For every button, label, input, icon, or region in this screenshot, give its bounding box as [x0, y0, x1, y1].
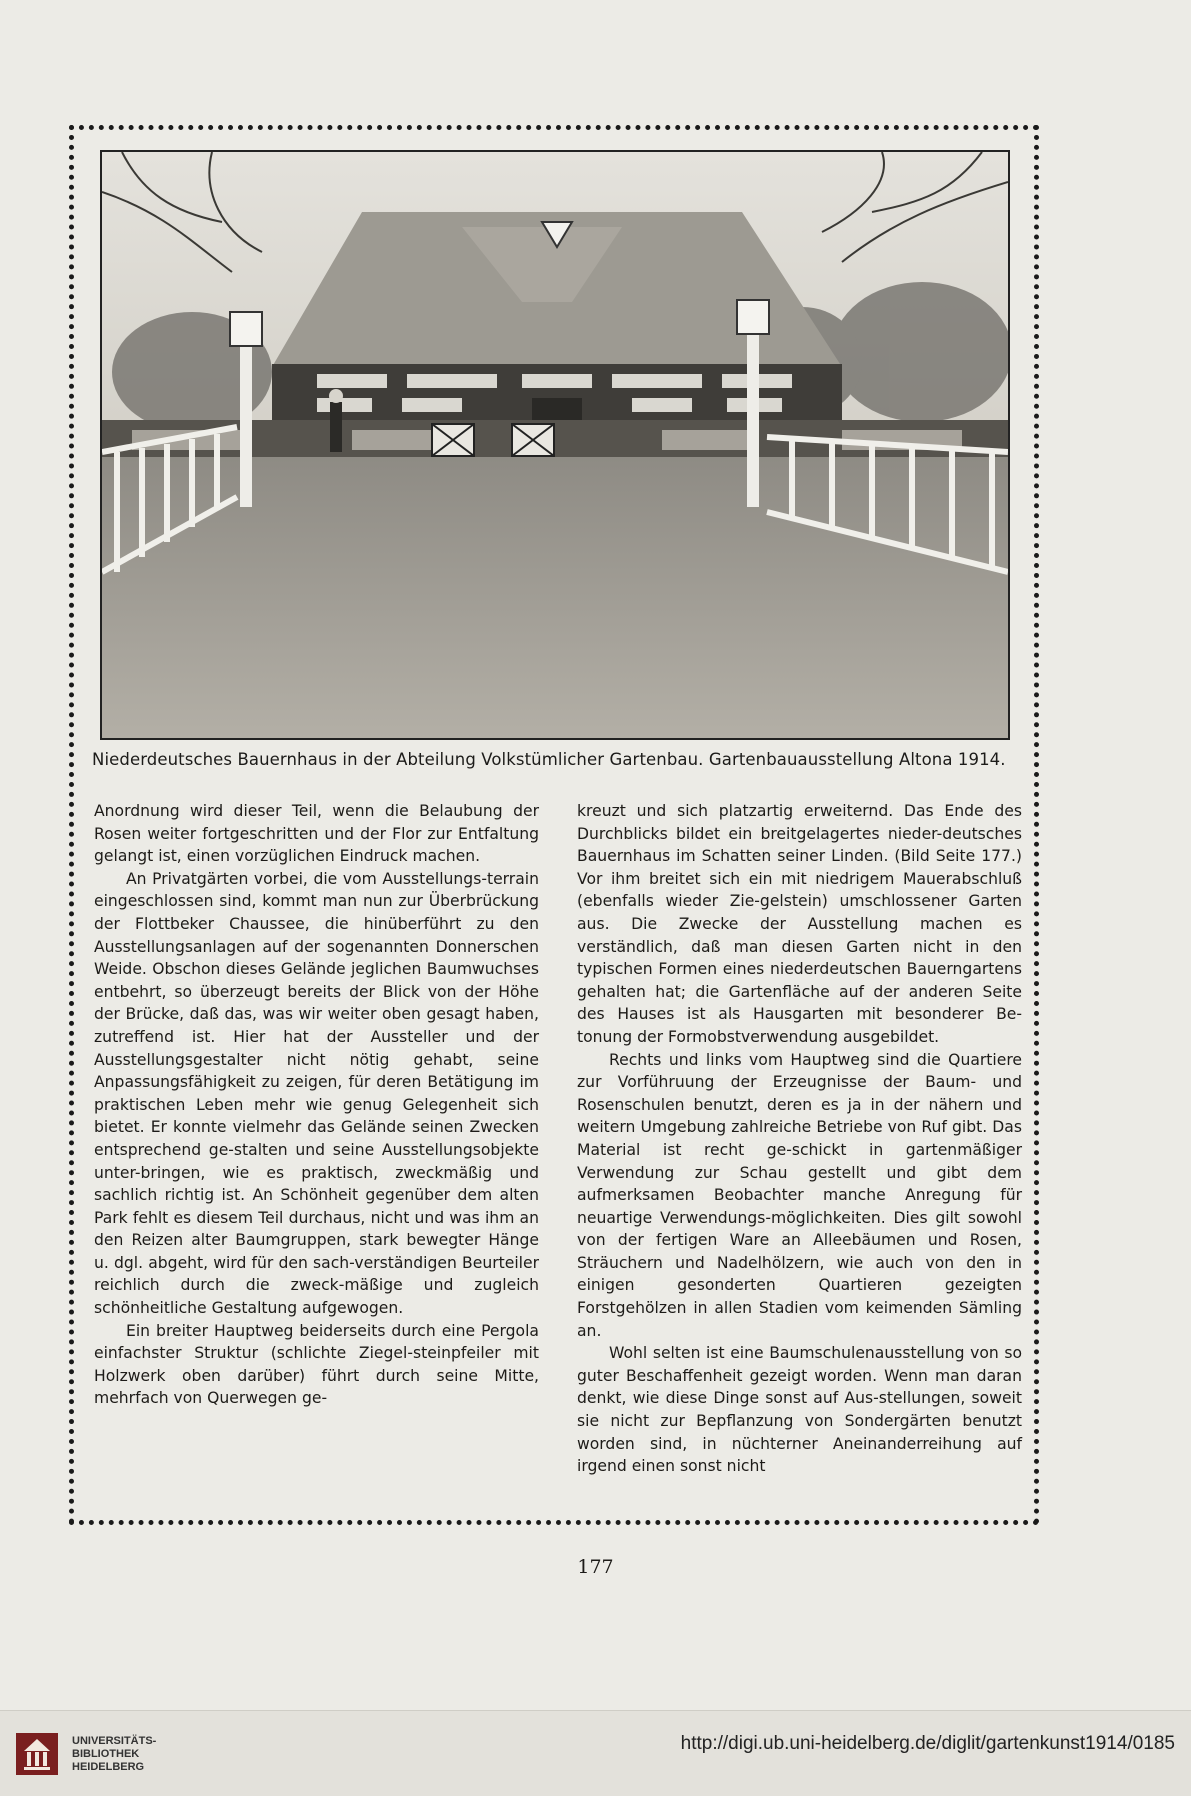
text-column-right — [577, 800, 1022, 1505]
paragraph: Ein breiter Hauptweg beiderseits durch eine Pergola einfachster Struktur (schlichte Ziegel-steinpfeiler mit Holzwerk oben darüber) führt durch seine Mitte, mehrfach von Querwegen ge- — [94, 1321, 539, 1408]
text-column-left — [94, 800, 539, 1505]
library-name-line: HEIDELBERG — [72, 1760, 145, 1773]
article-body — [94, 800, 1022, 1505]
paragraph: kreuzt und sich platzartig erweiternd. Das Ende des Durchblicks bildet ein breitgelagertes nieder-deutsches Bauernhaus im Schatten seiner Linden. (Bild Seite 177.) Vor ihm breitet sich ein mit niedrigem Mauerabschluß (ebenfalls wieder Zie-gelstein) umschlossener Garten aus. Die Zwecke der Ausstellung machen es verständlich, daß man diesen Garten nicht in den typischen Formen eines niederdeutschen Bauerngartens gehalten hat; die Gartenfläche auf der anderen Seite des Hauses ist als Hausgarten mit besonderer Be-tonung der Formobstverwendung ausgebildet. — [577, 802, 1022, 1046]
library-name-line: UNIVERSITÄTS- — [72, 1734, 157, 1747]
paragraph: Wohl selten ist eine Baumschulenausstellung von so guter Beschaffenheit gezeigt worden. Wenn man daran denkt, wie diese Dinge sonst auf Aus-stellungen, soweit sie nicht zur Bepflanzung von Sondergärten benutzt worden sind, in nüchterner Aneinanderreihung auf irgend einen sonst nicht — [577, 1344, 1022, 1476]
library-name-line: BIBLIOTHEK — [72, 1747, 140, 1760]
page-number: 177 — [577, 1556, 614, 1578]
photograph-farmhouse — [100, 150, 1010, 740]
paragraph: Anordnung wird dieser Teil, wenn die Belaubung der Rosen weiter fortgeschritten und der Flor zur Entfaltung gelangt ist, einen vorzüglichen Eindruck machen. — [94, 802, 539, 866]
photo-caption: Niederdeutsches Bauernhaus in der Abteilung Volkstümlicher Gartenbau. Gartenbauausstellung Altona 1914. — [92, 750, 1006, 769]
paragraph: An Privatgärten vorbei, die vom Ausstellungs-terrain eingeschlossen sind, kommt man nun zur Überbrückung der Flottbeker Chaussee, die hinüberführt zu den Ausstellungsanlagen auf der sogenannten Donnerschen Weide. Obschon dieses Gelände jeglichen Baumwuchses entbehrt, so überzeugt bereits der Blick von der Höhe der Brücke, daß das, was wir weiter oben gesagt haben, zutreffend ist. Hier hat der Aussteller und der Ausstellungsgestalter nicht nötig gehabt, seine Anpassungsfähigkeit zu zeigen, für deren Betätigung im praktischen Leben mehr wie genug Gelegenheit sich bietet. Er konnte vielmehr das Gelände seinen Zwecken entsprechend ge-stalten und seine Ausstellungsobjekte unter-bringen, wie es praktisch, zweckmäßig und sachlich richtig ist. An Schönheit gegenüber dem alten Park fehlt es diesem Teil durchaus, nicht und was ihm an den Reizen alter Baumgruppen, stark bewegter Hänge u. dgl. abgeht, wird für den sach-verständigen Beurteiler reichlich durch die zweck-mäßige und zugleich schönheitliche Gestaltung aufgewogen. — [94, 869, 539, 1318]
paragraph: Rechts und links vom Hauptweg sind die Quartiere zur Vorführuung der Erzeugnisse der Baum- und Rosenschulen benutzt, deren es ja in der nähern und weitern Umgebung zahlreiche Betriebe von Ruf gibt. Das Material ist recht ge-schickt in gartenmäßiger Verwendung zur Schau gestellt und gibt dem aufmerksamen Beobachter manche Anregung für neuartige Verwendungs-möglichkeiten. Dies gilt sowohl von der fertigen Ware an Alleebäumen und Rosen, Sträuchern und Nadelhölzern, wie auch von den in einigen gesonderten Quartieren gezeigten Forstgehölzen in allen Stadien vom keimenden Sämling an. — [577, 1050, 1022, 1340]
viewer-footer — [0, 1710, 1191, 1796]
farmhouse-illustration — [102, 152, 1008, 738]
source-url-link[interactable]: http://digi.ub.uni-heidelberg.de/diglit/gartenkunst1914/0185 — [680, 1733, 1175, 1754]
library-logo[interactable] — [14, 1731, 156, 1777]
university-seal-icon — [14, 1731, 60, 1777]
